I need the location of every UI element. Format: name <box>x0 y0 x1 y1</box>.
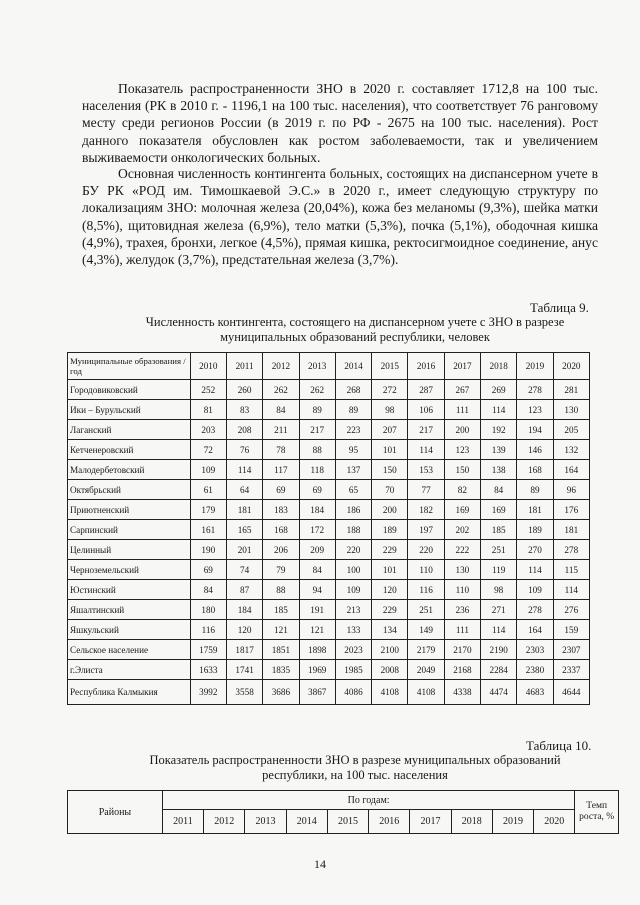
table9-cell: 260 <box>226 380 262 400</box>
table9-cell: 2190 <box>481 640 517 660</box>
table9-cell: 114 <box>517 560 553 580</box>
table9-corner-cell: Муниципальные образования / год <box>68 353 191 380</box>
table9-cell: 203 <box>190 420 226 440</box>
table9-cell: 149 <box>408 620 444 640</box>
table9-cell: 109 <box>190 460 226 480</box>
table9-cell: 271 <box>481 600 517 620</box>
table9-cell: 4474 <box>481 680 517 705</box>
table9-cell: 110 <box>444 580 480 600</box>
table9-cell: 276 <box>553 600 589 620</box>
table10-year-header: 2015 <box>327 810 368 834</box>
table9-cell: 2307 <box>553 640 589 660</box>
table10-year-header: 2018 <box>451 810 492 834</box>
table9-cell: 180 <box>190 600 226 620</box>
table9-cell: 84 <box>481 480 517 500</box>
table9-row <box>68 660 590 680</box>
table10-year-header: 2013 <box>245 810 286 834</box>
table9-row <box>68 400 590 420</box>
table9-cell: 206 <box>263 540 299 560</box>
table9-cell: 165 <box>226 520 262 540</box>
table9-cell: 269 <box>481 380 517 400</box>
table9-cell: 185 <box>263 600 299 620</box>
table9-cell: 278 <box>517 600 553 620</box>
table9-row <box>68 380 590 400</box>
table9-cell: 208 <box>226 420 262 440</box>
table9-district-name: Ики – Бурульский <box>68 400 191 420</box>
table9-cell: 4338 <box>444 680 480 705</box>
table9-cell: 150 <box>372 460 408 480</box>
table10-year-header: 2012 <box>204 810 245 834</box>
table9-row <box>68 580 590 600</box>
table9-cell: 118 <box>299 460 335 480</box>
table9-cell: 278 <box>553 540 589 560</box>
table9-cell: 194 <box>517 420 553 440</box>
table9-cell: 114 <box>481 400 517 420</box>
table9-cell: 2170 <box>444 640 480 660</box>
table9-cell: 217 <box>299 420 335 440</box>
table9-cell: 89 <box>299 400 335 420</box>
table9-cell: 223 <box>335 420 371 440</box>
table9-cell: 100 <box>335 560 371 580</box>
table10-year-header: 2019 <box>492 810 533 834</box>
table9-cell: 95 <box>335 440 371 460</box>
table9-cell: 88 <box>263 580 299 600</box>
table9-cell: 121 <box>263 620 299 640</box>
table9-cell: 116 <box>408 580 444 600</box>
table9-district-name: Кетченеровский <box>68 440 191 460</box>
table9-district-name: Октябрьский <box>68 480 191 500</box>
table9-row <box>68 480 590 500</box>
table10-label: Таблица 10. <box>526 738 592 753</box>
table9-cell: 169 <box>444 500 480 520</box>
table9-cell: 61 <box>190 480 226 500</box>
table9-cell: 83 <box>226 400 262 420</box>
table9-cell: 98 <box>372 400 408 420</box>
table9-district-name: Республика Калмыкия <box>68 680 191 705</box>
table9-cell: 106 <box>408 400 444 420</box>
table9-cell: 84 <box>190 580 226 600</box>
table9-cell: 138 <box>481 460 517 480</box>
table9-cell: 109 <box>517 580 553 600</box>
table9-cell: 190 <box>190 540 226 560</box>
table9-cell: 77 <box>408 480 444 500</box>
table9-cell: 164 <box>517 620 553 640</box>
table9-cell: 1835 <box>263 660 299 680</box>
table9-district-name: Целинный <box>68 540 191 560</box>
table9-cell: 2168 <box>444 660 480 680</box>
table9-cell: 111 <box>444 400 480 420</box>
table9-cell: 202 <box>444 520 480 540</box>
table9-cell: 4644 <box>553 680 589 705</box>
table9-district-name: Черноземельский <box>68 560 191 580</box>
table10-year-header: 2014 <box>286 810 327 834</box>
table9-cell: 4086 <box>335 680 371 705</box>
page-number: 14 <box>314 857 326 871</box>
table9-row <box>68 540 590 560</box>
table9-cell: 70 <box>372 480 408 500</box>
table9-cell: 89 <box>517 480 553 500</box>
table9-cell: 114 <box>226 460 262 480</box>
table9-cell: 188 <box>335 520 371 540</box>
table9-cell: 251 <box>408 600 444 620</box>
table9-cell: 252 <box>190 380 226 400</box>
table9-cell: 101 <box>372 440 408 460</box>
table9-cell: 76 <box>226 440 262 460</box>
table10-year-header: 2017 <box>410 810 451 834</box>
table9-cell: 1985 <box>335 660 371 680</box>
table9-cell: 287 <box>408 380 444 400</box>
table9-cell: 115 <box>553 560 589 580</box>
table9-cell: 3686 <box>263 680 299 705</box>
table10-districts-header: Районы <box>68 791 163 834</box>
table9-cell: 2303 <box>517 640 553 660</box>
table9-cell: 119 <box>481 560 517 580</box>
table9-cell: 123 <box>517 400 553 420</box>
table9-year-header: 2017 <box>444 353 480 380</box>
table9-cell: 1759 <box>190 640 226 660</box>
table9-cell: 82 <box>444 480 480 500</box>
table9-caption: Численность контингента, состоящего на диспансерном учете с ЗНО в разрезе муниципальных образований республики, человек <box>145 315 565 344</box>
table9-cell: 168 <box>517 460 553 480</box>
table9-cell: 69 <box>263 480 299 500</box>
table9-cell: 64 <box>226 480 262 500</box>
table9-cell: 4683 <box>517 680 553 705</box>
table9-cell: 74 <box>226 560 262 580</box>
table9-row <box>68 520 590 540</box>
table9-cell: 182 <box>408 500 444 520</box>
table9-cell: 116 <box>190 620 226 640</box>
table9-cell: 2100 <box>372 640 408 660</box>
table10-header-row <box>68 791 619 810</box>
table9-cell: 96 <box>553 480 589 500</box>
table9-cell: 181 <box>226 500 262 520</box>
table9-cell: 4108 <box>372 680 408 705</box>
table9-cell: 87 <box>226 580 262 600</box>
table9-cell: 134 <box>372 620 408 640</box>
table9-cell: 132 <box>553 440 589 460</box>
table10 <box>67 790 619 834</box>
table9-cell: 185 <box>481 520 517 540</box>
table9 <box>67 352 590 705</box>
table9-cell: 69 <box>299 480 335 500</box>
table9-cell: 84 <box>299 560 335 580</box>
table9-cell: 111 <box>444 620 480 640</box>
table9-year-header: 2012 <box>263 353 299 380</box>
table9-cell: 181 <box>517 500 553 520</box>
table9-row <box>68 600 590 620</box>
table9-row <box>68 640 590 660</box>
table10-caption: Показатель распространенности ЗНО в разрезе муниципальных образований республики, на 100 тыс. населения <box>149 753 561 782</box>
table9-district-name: Малодербетовский <box>68 460 191 480</box>
table9-cell: 1898 <box>299 640 335 660</box>
table9-cell: 109 <box>335 580 371 600</box>
table9-cell: 189 <box>372 520 408 540</box>
table9-cell: 72 <box>190 440 226 460</box>
table9-cell: 207 <box>372 420 408 440</box>
table9-year-header: 2014 <box>335 353 371 380</box>
table9-cell: 120 <box>372 580 408 600</box>
table9-header-row <box>68 353 590 380</box>
table9-cell: 251 <box>481 540 517 560</box>
table9-cell: 3558 <box>226 680 262 705</box>
table9-cell: 1741 <box>226 660 262 680</box>
table9-cell: 217 <box>408 420 444 440</box>
table9-cell: 153 <box>408 460 444 480</box>
table9-cell: 2049 <box>408 660 444 680</box>
table9-year-header: 2013 <box>299 353 335 380</box>
table9-year-header: 2018 <box>481 353 517 380</box>
table9-cell: 2337 <box>553 660 589 680</box>
paragraph-contingent-structure: Основная численность контингента больных, состоящих на диспансерном учете в БУ РК «РОД им. Тимошкаевой Э.С.» в 2020 г., имеет следующую структуру по локализациям ЗНО: молочная железа (20,04%), кожа без меланомы (9,3%), шейка матки (8,5%), щитовидная железа (6,9%), тело матки (5,3%), почка (5,1%), ободочная кишка (4,9%), трахея, бронхи, легкое (4,5%), прямая кишка, ректосигмоидное соединение, анус (4,3%), желудок (3,7%), предстательная железа (3,7%). <box>82 166 598 268</box>
table9-cell: 137 <box>335 460 371 480</box>
table9-cell: 78 <box>263 440 299 460</box>
table9-cell: 211 <box>263 420 299 440</box>
table9-district-name: Приютненский <box>68 500 191 520</box>
table9-cell: 2179 <box>408 640 444 660</box>
table9-cell: 2008 <box>372 660 408 680</box>
table9-cell: 89 <box>335 400 371 420</box>
table9-cell: 114 <box>481 620 517 640</box>
table9-cell: 4108 <box>408 680 444 705</box>
table9-cell: 189 <box>517 520 553 540</box>
table9-cell: 200 <box>372 500 408 520</box>
table9-row <box>68 440 590 460</box>
table9-cell: 229 <box>372 540 408 560</box>
table9-cell: 2380 <box>517 660 553 680</box>
table9-cell: 2284 <box>481 660 517 680</box>
paragraph-prevalence: Показатель распространенности ЗНО в 2020 г. составляет 1712,8 на 100 тыс. населения (РК в 2010 г. - 1196,1 на 100 тыс. населения), что соответствует 76 ранговому месту среди регионов России (в 2019 г. по РФ - 2675 на 100 тыс. населения). Рост данного показателя обусловлен как ростом заболеваемости, так и увеличением выживаемости онкологических больных. <box>82 81 598 165</box>
table9-year-header: 2015 <box>372 353 408 380</box>
table9-cell: 120 <box>226 620 262 640</box>
table9-cell: 281 <box>553 380 589 400</box>
table9-cell: 1817 <box>226 640 262 660</box>
table9-district-name: Лаганский <box>68 420 191 440</box>
table9-cell: 123 <box>444 440 480 460</box>
table9-cell: 272 <box>372 380 408 400</box>
table9-cell: 94 <box>299 580 335 600</box>
table9-cell: 1851 <box>263 640 299 660</box>
table9-year-header: 2016 <box>408 353 444 380</box>
table9-cell: 236 <box>444 600 480 620</box>
table9-row <box>68 620 590 640</box>
table10-years-span-header: По годам: <box>162 791 574 810</box>
table9-cell: 278 <box>517 380 553 400</box>
table9-cell: 110 <box>408 560 444 580</box>
table9-cell: 65 <box>335 480 371 500</box>
table9-cell: 179 <box>190 500 226 520</box>
table9-cell: 117 <box>263 460 299 480</box>
table9-cell: 213 <box>335 600 371 620</box>
table9-cell: 139 <box>481 440 517 460</box>
table9-row <box>68 500 590 520</box>
table9-cell: 186 <box>335 500 371 520</box>
table9-cell: 220 <box>335 540 371 560</box>
table9-district-name: Городовиковский <box>68 380 191 400</box>
table9-year-header: 2019 <box>517 353 553 380</box>
table9-cell: 168 <box>263 520 299 540</box>
table9-cell: 164 <box>553 460 589 480</box>
table9-cell: 181 <box>553 520 589 540</box>
table9-cell: 262 <box>299 380 335 400</box>
table9-cell: 98 <box>481 580 517 600</box>
table9-cell: 229 <box>372 600 408 620</box>
table9-cell: 209 <box>299 540 335 560</box>
table9-cell: 114 <box>408 440 444 460</box>
table9-cell: 1969 <box>299 660 335 680</box>
table9-cell: 197 <box>408 520 444 540</box>
table9-cell: 79 <box>263 560 299 580</box>
table9-label: Таблица 9. <box>530 300 589 315</box>
table9-district-name: Сарпинский <box>68 520 191 540</box>
table9-cell: 172 <box>299 520 335 540</box>
table9-cell: 2023 <box>335 640 371 660</box>
table9-cell: 161 <box>190 520 226 540</box>
table9-cell: 69 <box>190 560 226 580</box>
table9-cell: 222 <box>444 540 480 560</box>
table9-row <box>68 680 590 705</box>
table10-year-header: 2020 <box>534 810 575 834</box>
table9-cell: 133 <box>335 620 371 640</box>
table9-cell: 200 <box>444 420 480 440</box>
table9-cell: 81 <box>190 400 226 420</box>
table10-year-header: 2011 <box>162 810 203 834</box>
table9-district-name: Яшалтинский <box>68 600 191 620</box>
table9-cell: 270 <box>517 540 553 560</box>
table9-district-name: Яшкульский <box>68 620 191 640</box>
table9-cell: 88 <box>299 440 335 460</box>
table9-cell: 169 <box>481 500 517 520</box>
table9-cell: 267 <box>444 380 480 400</box>
table9-cell: 130 <box>444 560 480 580</box>
table9-cell: 3992 <box>190 680 226 705</box>
table9-cell: 201 <box>226 540 262 560</box>
table9-row <box>68 420 590 440</box>
table9-cell: 191 <box>299 600 335 620</box>
table9-row <box>68 560 590 580</box>
table9-cell: 146 <box>517 440 553 460</box>
table10-year-header: 2016 <box>369 810 410 834</box>
table9-district-name: Юстинский <box>68 580 191 600</box>
table9-cell: 150 <box>444 460 480 480</box>
table9-cell: 130 <box>553 400 589 420</box>
table9-row <box>68 460 590 480</box>
table9-cell: 101 <box>372 560 408 580</box>
table9-cell: 84 <box>263 400 299 420</box>
table9-year-header: 2011 <box>226 353 262 380</box>
table10-rate-header: Темп роста, % <box>575 791 619 834</box>
table9-district-name: Сельское население <box>68 640 191 660</box>
table9-cell: 262 <box>263 380 299 400</box>
table9-cell: 114 <box>553 580 589 600</box>
table9-year-header: 2010 <box>190 353 226 380</box>
table9-cell: 121 <box>299 620 335 640</box>
table9-year-header: 2020 <box>553 353 589 380</box>
table9-district-name: г.Элиста <box>68 660 191 680</box>
table9-cell: 205 <box>553 420 589 440</box>
table9-cell: 176 <box>553 500 589 520</box>
table9-cell: 183 <box>263 500 299 520</box>
table9-cell: 159 <box>553 620 589 640</box>
table9-cell: 1633 <box>190 660 226 680</box>
table9-cell: 3867 <box>299 680 335 705</box>
table9-cell: 192 <box>481 420 517 440</box>
table9-cell: 268 <box>335 380 371 400</box>
table9-cell: 184 <box>299 500 335 520</box>
table9-cell: 220 <box>408 540 444 560</box>
table9-cell: 184 <box>226 600 262 620</box>
